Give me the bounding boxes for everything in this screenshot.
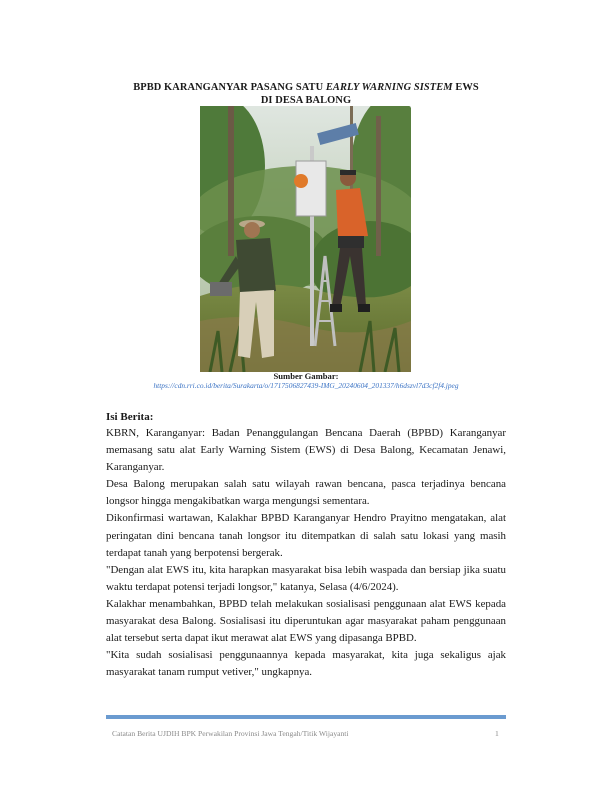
- footer-text: Catatan Berita UJDIH BPK Perwakilan Provinsi Jawa Tengah/Titik Wijayanti: [112, 729, 349, 738]
- paragraph-3: Dikonfirmasi wartawan, Kalakhar BPBD Karanganyar Hendro Prayitno mengatakan, alat peringatan dini bencana tanah longsor itu ditempatkan di salah satu lokasi yang masih terdapat tanah yang berpotensi bergerak.: [106, 512, 506, 559]
- paragraph-5: Kalakhar menambahkan, BPBD telah melakukan sosialisasi penggunaan alat EWS kepada masyarakat desa Balong. Sosialisasi itu diperuntukan agar masyarakat paham penggunaan alat tersebut serta dapat ikut merawat alat EWS yang dipasanga BPBD.: [106, 597, 506, 645]
- page-number: 1: [495, 729, 499, 738]
- article-title: [106, 81, 506, 107]
- photo-ews-installation-icon: [200, 106, 411, 372]
- article-photo: [200, 106, 411, 372]
- image-source-link[interactable]: https://cdn.rri.co.id/berita/Surakarta/o/1717506827439-IMG_20240604_201337/h6dszvl7d3cf2f4.jpeg: [153, 381, 459, 390]
- image-caption-label: Sumber Gambar:: [273, 371, 339, 381]
- paragraph-2: Desa Balong merupakan salah satu wilayah rawan bencana, pasca terjadinya bencana longsor hingga mengakibatkan warga mengungsi sementara.: [106, 478, 506, 508]
- title-line-2: DI DESA BALONG: [260, 95, 352, 106]
- title-italic: EARLY WARNING SISTEM: [325, 82, 453, 93]
- article-body: [106, 425, 506, 681]
- paragraph-6: "Kita sudah sosialisasi penggunaannya kepada masyarakat, kita juga sekaligus ajak masyarakat tanam rumput vetiver," ungkapnya.: [106, 649, 506, 679]
- section-heading: Isi Berita:: [106, 411, 154, 423]
- title-part-1: BPBD KARANGANYAR PASANG SATU: [133, 82, 326, 93]
- footer-divider: [106, 715, 506, 719]
- paragraph-4: "Dengan alat EWS itu, kita harapkan masyarakat bisa lebih waspada dan bersiap jika suatu waktu terdapat potensi terjadi longsor," katanya, Selasa (4/6/2024).: [106, 563, 506, 593]
- title-part-2: EWS: [452, 82, 479, 93]
- paragraph-1: KBRN, Karanganyar: Badan Penanggulangan Bencana Daerah (BPBD) Karanganyar memasang satu alat Early Warning Sistem (EWS) di Desa Balong, Kecamatan Jenawi, Karanganyar.: [106, 427, 506, 474]
